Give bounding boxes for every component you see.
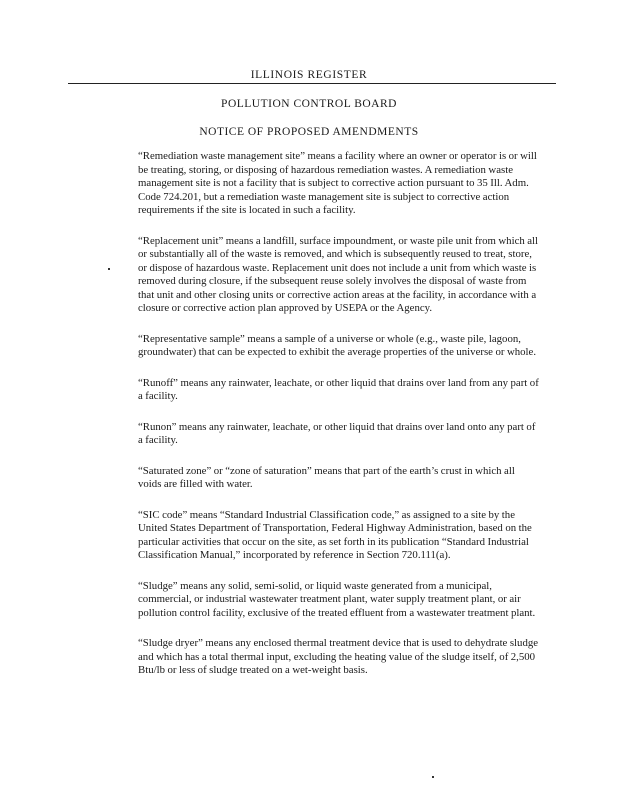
definition-paragraph: “Runoff” means any rainwater, leachate, or other liquid that drains over land from any part of a facility. — [138, 376, 539, 402]
scan-speck — [108, 268, 110, 270]
scan-speck — [432, 776, 434, 778]
definition-paragraph: “SIC code” means “Standard Industrial Classification code,” as assigned to a site by the United States Department of Transportation, Federal Highway Administration, based on the particular activities that occur on the site, as set forth in its publication “Standard Industrial Classification Manual,” incorporated by reference in Section 720.111(a). — [138, 508, 532, 561]
register-title-text: ILLINOIS REGISTER — [245, 69, 374, 81]
board-title: POLLUTION CONTROL BOARD — [221, 98, 397, 110]
definition-paragraph: “Remediation waste management site” means a facility where an owner or operator is or will be treating, storing, or disposing of hazardous remediation wastes. A remediation waste management site is not a facility that is subject to corrective action pursuant to 35 Ill. Adm. Code 724.201, but a remediation waste management site is subject to corrective action requirements if the site is located in such a facility. — [138, 150, 537, 216]
definitions-body — [138, 150, 540, 695]
register-title — [0, 69, 618, 81]
notice-title: NOTICE OF PROPOSED AMENDMENTS — [199, 126, 419, 138]
definition-paragraph: “Replacement unit” means a landfill, surface impoundment, or waste pile unit from which all or substantially all of the waste is removed, and which is subsequently reused to treat, store, or dispose of hazardous waste. Replacement unit does not include a unit from which waste is removed during closure, if the subsequent reuse solely involves the disposal of waste from that unit and other closing units or corrective action areas at the facility, in accordance with a closure or corrective action plan approved by USEPA or the Agency. — [138, 234, 539, 314]
header-rule — [68, 83, 556, 84]
definition-paragraph: “Saturated zone” or “zone of saturation” means that part of the earth’s crust in which all voids are filled with water. — [138, 464, 515, 490]
definition-paragraph: “Runon” means any rainwater, leachate, or other liquid that drains over land onto any part of a facility. — [138, 420, 536, 446]
definition-paragraph: “Sludge dryer” means any enclosed thermal treatment device that is used to dehydrate sludge and which has a total thermal input, excluding the heating value of the sludge itself, of 2,500 Btu/lb or less of sludge treated on a wet-weight basis. — [138, 637, 539, 676]
definition-paragraph: “Sludge” means any solid, semi-solid, or liquid waste generated from a municipal, commercial, or industrial wastewater treatment plant, water supply treatment plant, or air pollution control facility, exclusive of the treated effluent from a wastewater treatment plant. — [138, 579, 536, 619]
definition-paragraph: “Representative sample” means a sample of a universe or whole (e.g., waste pile, lagoon, groundwater) that can be expected to exhibit the average properties of the universe or whole. — [138, 332, 537, 358]
